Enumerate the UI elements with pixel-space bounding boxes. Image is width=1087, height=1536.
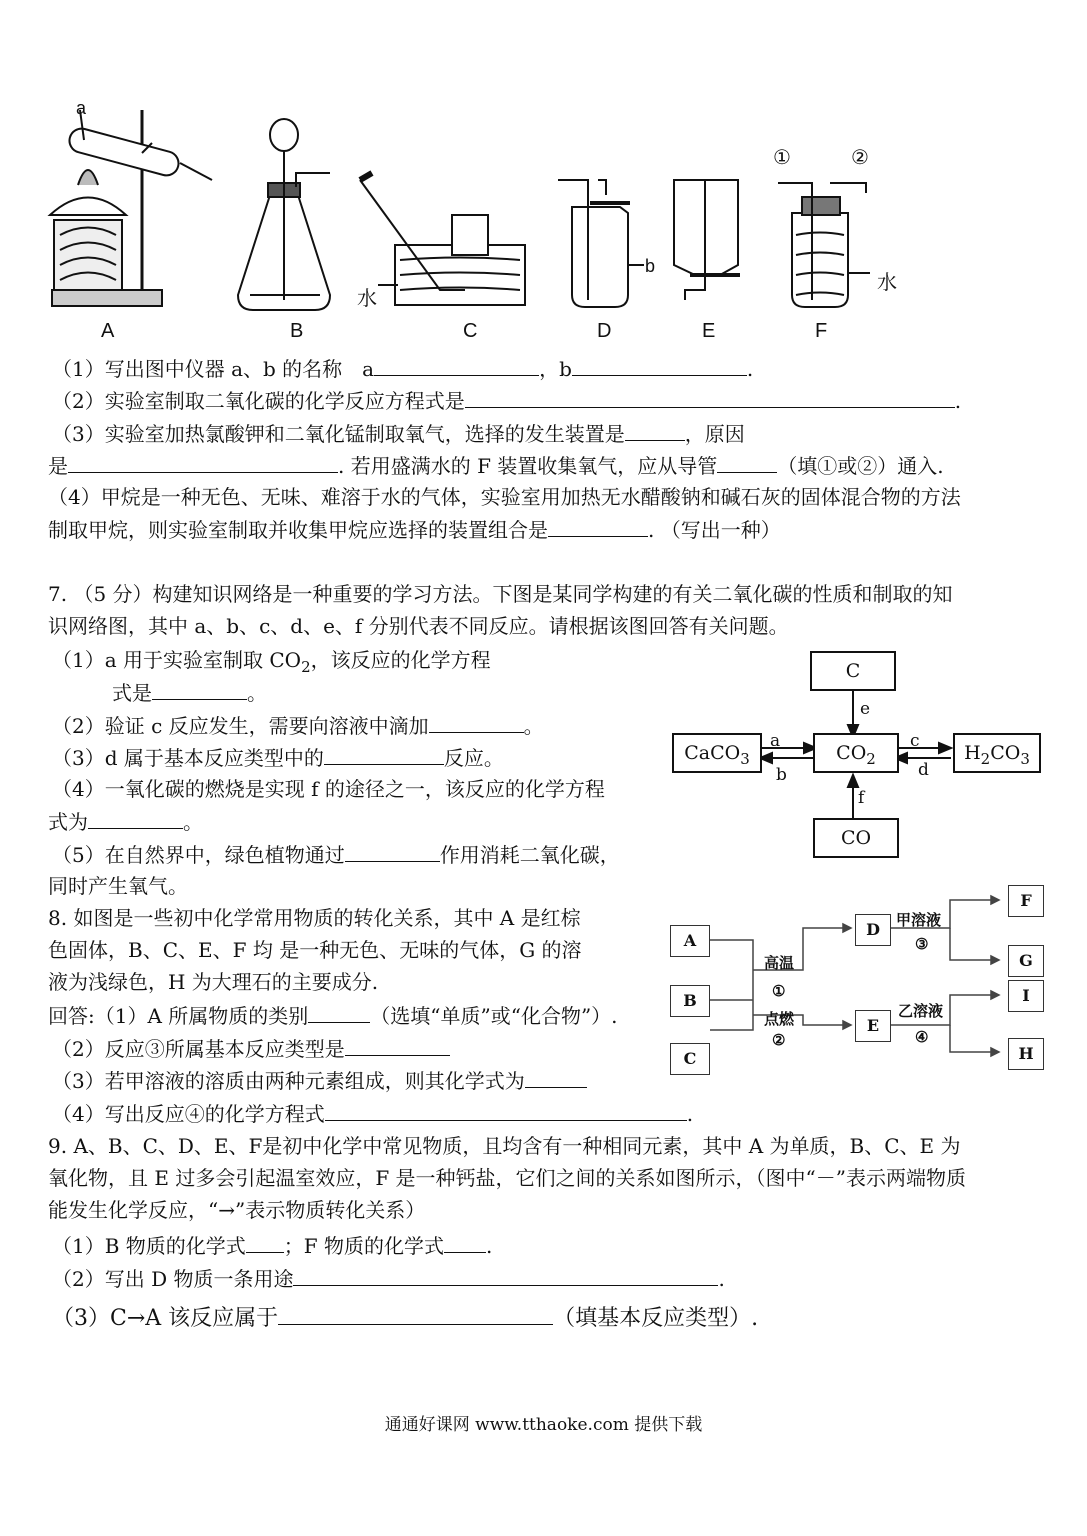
- label-water-f: 水: [877, 272, 897, 294]
- label-a-instrument: a: [76, 98, 87, 118]
- q8-reaction-4: ④: [915, 1028, 929, 1046]
- q8-blank-formula[interactable]: [525, 1067, 587, 1088]
- q8-line5: （2）反应③所属基本反应类型是: [52, 1035, 450, 1062]
- q8-line4: 回答:（1）A 所属物质的类别 （选填“单质”或“化合物”）.: [48, 1004, 618, 1028]
- page-footer: 通通好课网 www.tthaoke.com 提供下载: [384, 1415, 703, 1435]
- q9-line2: 氧化物，且 E 过多会引起温室效应，F 是一种钙盐，它们之间的关系如图所示，（图中“－”表示两端物质: [48, 1166, 966, 1190]
- q9-part3: （3）C→A 该反应属于 （填基本反应类型）.: [52, 1306, 759, 1331]
- q6-blank-equation[interactable]: [465, 387, 955, 408]
- apparatus-figure: [40, 95, 910, 345]
- q7-part4-line2: 式为 。: [48, 810, 203, 834]
- q8-node-D: D: [855, 914, 891, 946]
- q6-blank-a[interactable]: [374, 355, 539, 376]
- q8-cond-dianran: 点燃: [764, 1010, 795, 1028]
- q8-line1: 8. 如图是一些初中化学常用物质的转化关系，其中 A 是红棕: [48, 906, 581, 930]
- q6-part4-line2: 制取甲烷，则实验室制取并收集甲烷应选择的装置组合是 . （写出一种）: [48, 518, 781, 542]
- q7-reaction-a: a: [770, 731, 781, 751]
- q7-intro-line1: 7. （5 分）构建知识网络是一种重要的学习方法。下图是某同学构建的有关二氧化碳的性质和制取的知: [48, 582, 953, 606]
- q9-blank-reaction-type[interactable]: [278, 1304, 553, 1325]
- q7-node-c: C: [810, 651, 896, 691]
- apparatus-label-B: B: [290, 320, 304, 342]
- q7-blank-reagent[interactable]: [429, 712, 524, 733]
- label-port-1: ①: [773, 147, 791, 169]
- q9-blank-d-use[interactable]: [293, 1265, 718, 1286]
- q6-blank-device[interactable]: [625, 420, 685, 441]
- q8-diagram-lines: [665, 870, 1055, 1080]
- q9-line1: 9. A、B、C、D、E、F是初中化学中常见物质，且均含有一种相同元素，其中 A 为单质，B、C、E 为: [48, 1134, 961, 1158]
- q8-node-F: F: [1008, 885, 1044, 917]
- q7-part4-line1: （4）一氧化碳的燃烧是实现 f 的途径之一，该反应的化学方程: [52, 777, 605, 801]
- q8-node-E: E: [855, 1010, 891, 1042]
- q7-blank-reaction-type[interactable]: [324, 744, 444, 765]
- q7-reaction-b: b: [776, 765, 787, 785]
- q9-line3: 能发生化学反应，“→”表示物质转化关系）: [48, 1198, 426, 1222]
- q8-node-A: A: [670, 925, 710, 957]
- q7-part5-line2: 同时产生氧气。: [48, 874, 188, 898]
- q7-part1-line1: （1）a 用于实验室制取 $CO_2$，该反应的化学方程: [52, 648, 491, 676]
- apparatus-label-C: C: [463, 320, 478, 342]
- q7-blank-process[interactable]: [345, 841, 440, 862]
- q8-cond-gaowen: 高温: [764, 954, 795, 972]
- q7-reaction-c: c: [910, 731, 920, 751]
- apparatus-label-F: F: [815, 320, 828, 342]
- q7-reaction-e: e: [860, 699, 871, 719]
- q8-reaction-2: ②: [772, 1031, 786, 1049]
- q8-line2: 色固体，B、C、E、F 均 是一种无色、无味的气体，G 的溶: [48, 938, 582, 962]
- q8-line7: （4）写出反应④的化学方程式 .: [52, 1102, 694, 1126]
- q7-blank-equation-f[interactable]: [88, 808, 183, 829]
- q8-node-G: G: [1008, 945, 1044, 977]
- q7-node-h2co3: $H_2CO_3$: [953, 733, 1041, 773]
- apparatus-label-D: D: [597, 320, 612, 342]
- q8-node-C: C: [670, 1043, 710, 1075]
- apparatus-label-E: E: [702, 320, 716, 342]
- q6-part1: （1）写出图中仪器 a、b 的名称 a ，b .: [52, 357, 754, 381]
- q9-part1: （1）B 物质的化学式 ；F 物质的化学式 .: [52, 1234, 493, 1258]
- label-water-c: 水: [357, 288, 377, 310]
- q9-blank-f-formula[interactable]: [444, 1232, 486, 1253]
- label-b-instrument: b: [645, 256, 656, 276]
- label-port-2: ②: [851, 147, 869, 169]
- q6-part2: （2）实验室制取二氧化碳的化学反应方程式是 .: [52, 389, 962, 413]
- q6-blank-reason[interactable]: [68, 452, 338, 473]
- q8-node-I: I: [1008, 980, 1044, 1012]
- q7-node-co2: $CO_2$: [813, 733, 899, 773]
- q8-node-B: B: [670, 985, 710, 1017]
- q9-blank-b-formula[interactable]: [246, 1232, 284, 1253]
- q7-part3: （3）d 属于基本反应类型中的 反应。: [52, 746, 504, 770]
- q7-part1-line2: 式是 。: [112, 681, 267, 705]
- q8-line6: （3）若甲溶液的溶质由两种元素组成，则其化学式为: [52, 1067, 587, 1094]
- q7-intro-line2: 识网络图，其中 a、b、c、d、e、f 分别代表不同反应。请根据该图回答有关问题。: [48, 614, 789, 638]
- q7-node-caco3: CaCO$_3$: [672, 733, 762, 773]
- q9-part2: （2）写出 D 物质一条用途 .: [52, 1267, 725, 1291]
- q6-blank-b[interactable]: [572, 355, 747, 376]
- q7-blank-equation-a[interactable]: [152, 679, 247, 700]
- q7-part2: （2）验证 c 反应发生，需要向溶液中滴加 。: [52, 714, 544, 738]
- q8-solution-yi: 乙溶液: [898, 1002, 944, 1020]
- q8-blank-category[interactable]: [308, 1002, 370, 1023]
- q7-reaction-f: f: [858, 788, 865, 808]
- q8-blank-reaction3-type[interactable]: [345, 1035, 450, 1056]
- q7-node-co: CO: [813, 818, 899, 858]
- q8-node-H: H: [1008, 1038, 1044, 1070]
- q8-reaction-1: ①: [772, 982, 786, 1000]
- apparatus-label-A: A: [101, 320, 115, 342]
- q7-part5-line1: （5）在自然界中，绿色植物通过 作用消耗二氧化碳，: [52, 843, 620, 867]
- q6-part4-line1: （4）甲烷是一种无色、无味、难溶于水的气体，实验室用加热无水醋酸钠和碱石灰的固体混合物的方法: [48, 485, 961, 509]
- q8-line3: 液为浅绿色，H 为大理石的主要成分.: [48, 970, 379, 994]
- q8-solution-jia: 甲溶液: [896, 911, 942, 929]
- q6-blank-tube[interactable]: [717, 452, 777, 473]
- q7-reaction-d: d: [918, 760, 929, 780]
- q6-blank-combination[interactable]: [548, 516, 648, 537]
- q6-part3-line2: 是 . 若用盛满水的 F 装置收集氧气，应从导管 （填①或②）通入.: [48, 454, 944, 478]
- q6-part3-line1: （3）实验室加热氯酸钾和二氧化锰制取氧气，选择的发生装置是 ，原因: [52, 422, 745, 446]
- q8-blank-equation4[interactable]: [325, 1100, 687, 1121]
- q8-reaction-3: ③: [915, 935, 929, 953]
